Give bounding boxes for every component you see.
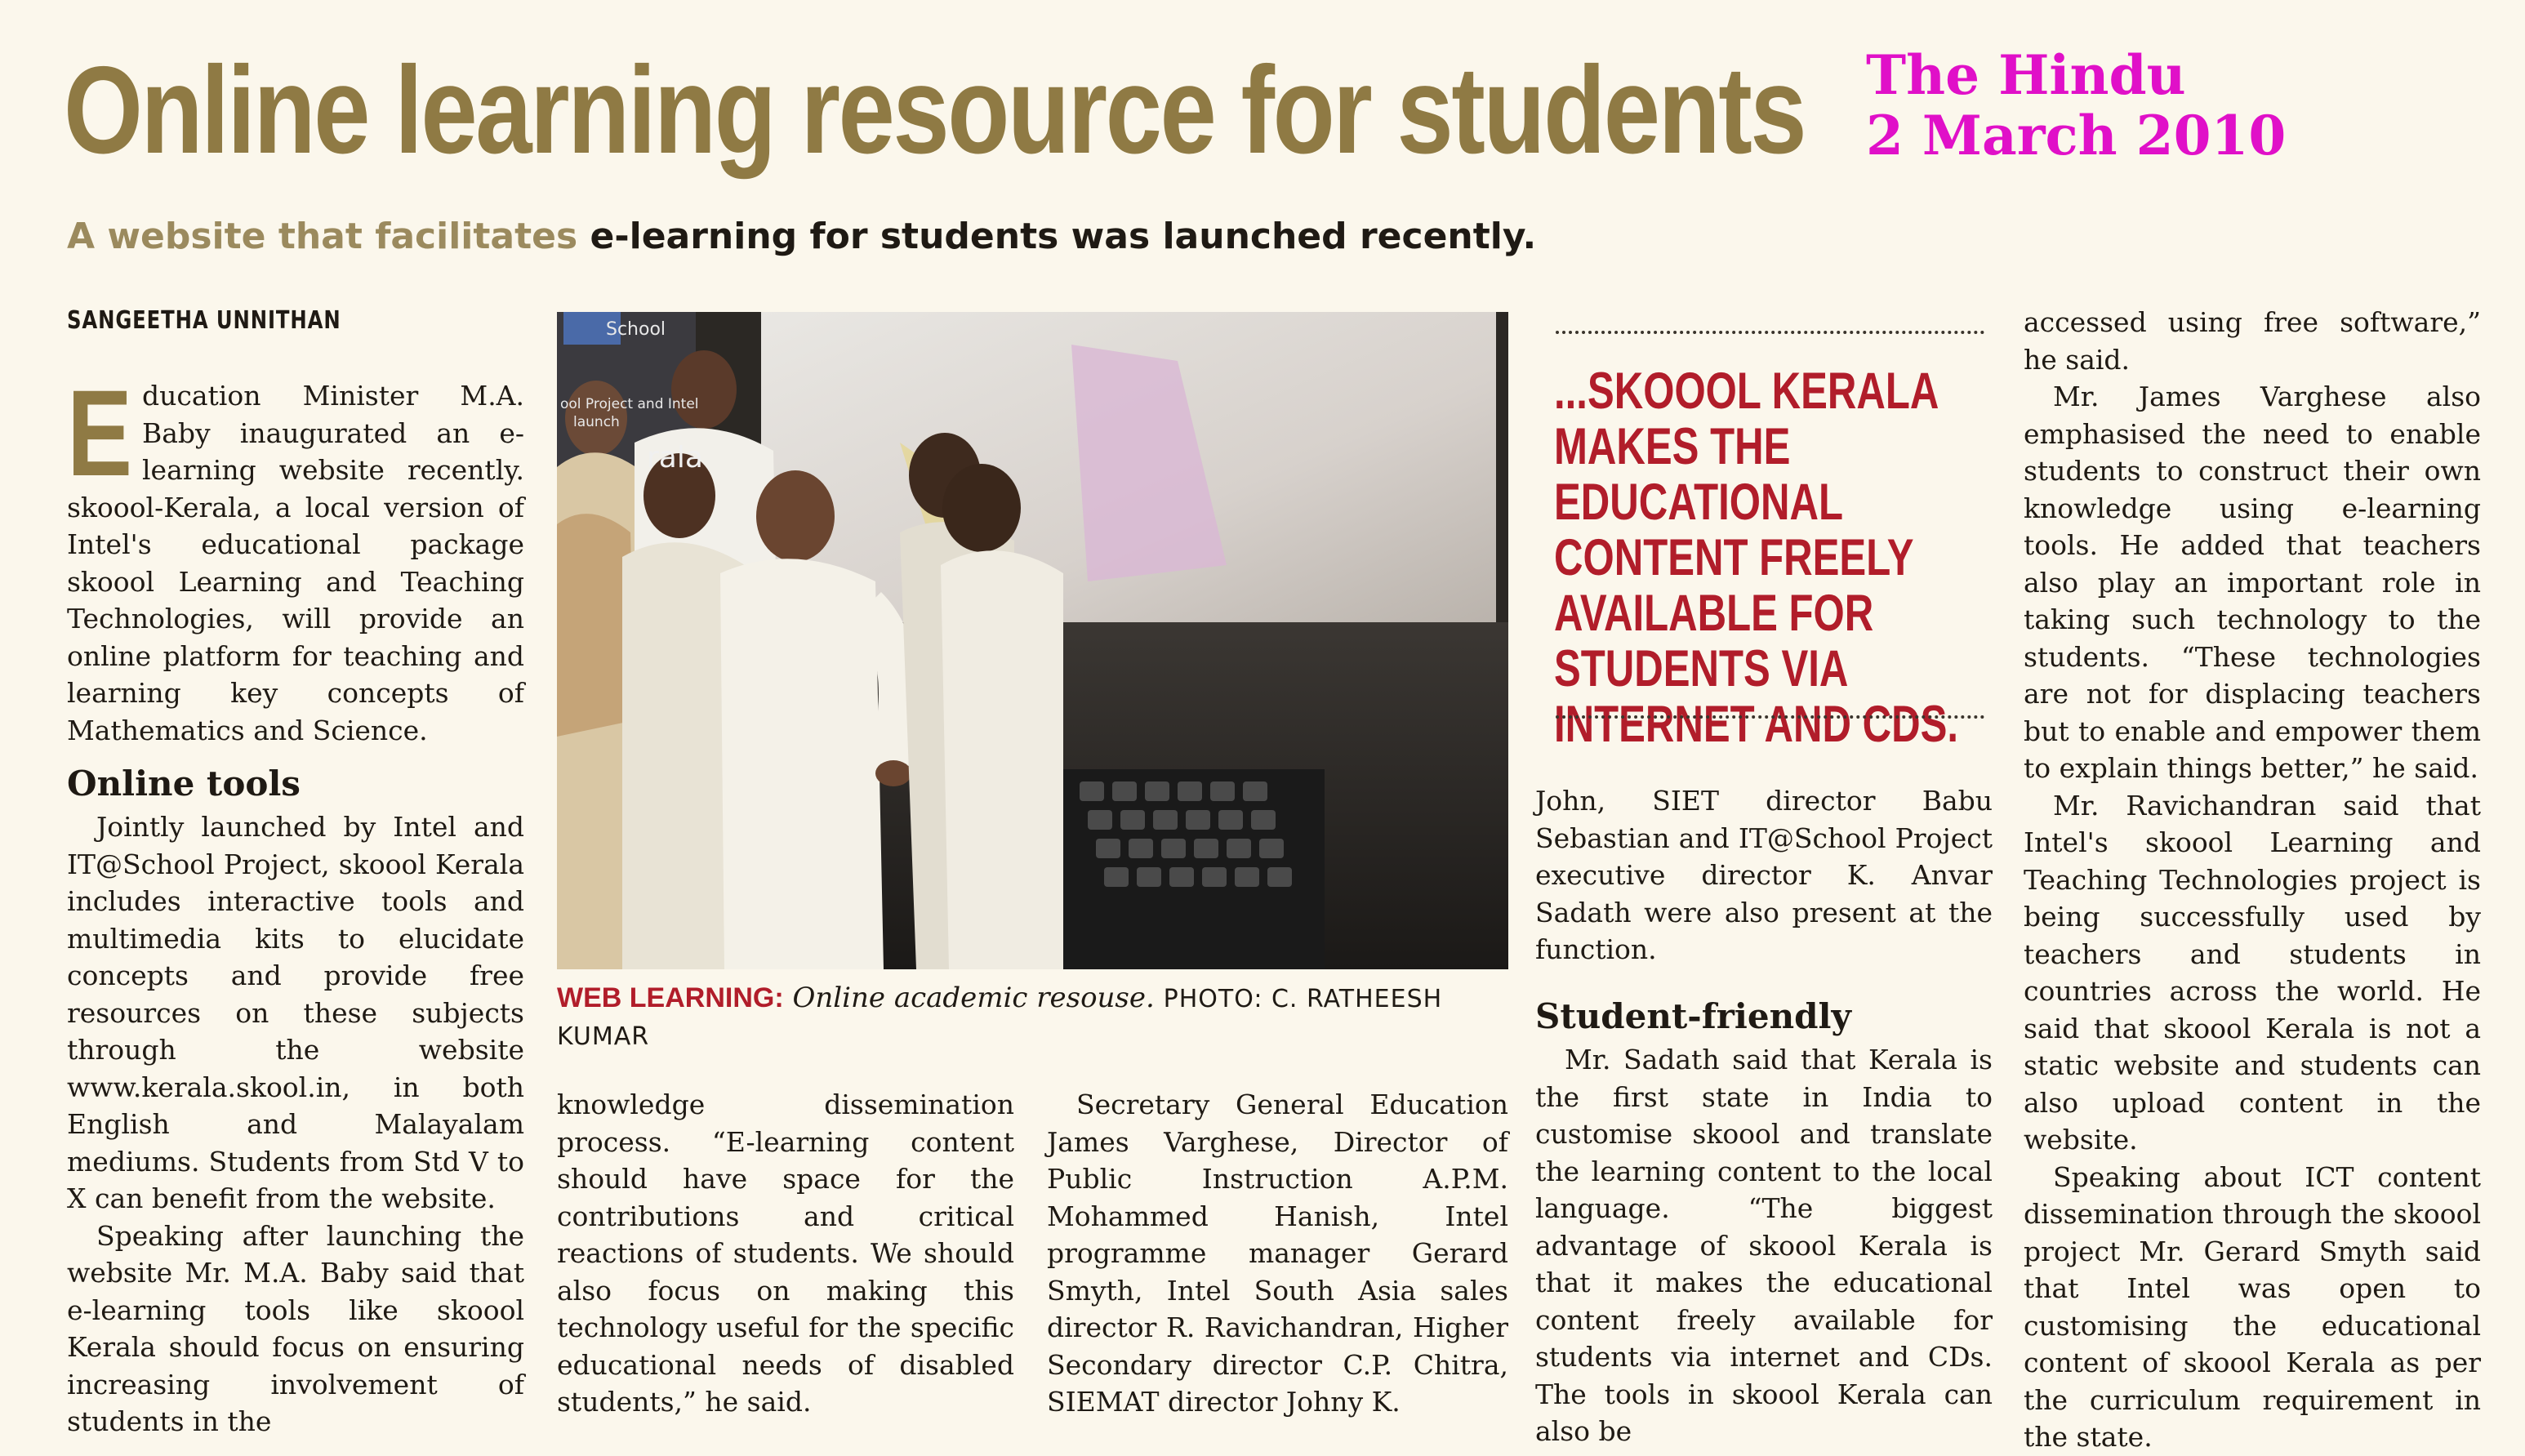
column-3 [1047, 1086, 1508, 1421]
pullquote-rule-bottom [1556, 715, 1984, 719]
column-1-intro [67, 364, 524, 749]
news-photo [557, 312, 1508, 969]
paragraph-present: John, SIET director Babu Sebastian and IT@School Project executive director K. Anvar Sadath were also present at the function. [1535, 785, 1993, 965]
photo-text-launch: launch [573, 414, 620, 430]
subhead-student-friendly: Student-friendly [1535, 996, 1851, 1036]
column-2 [557, 1086, 1014, 1421]
paragraph-speaking: Speaking after launching the website Mr. M.A. Baby said that e-learning tools like skoool Kerala should focus on ensuring increasing involvement of students in the [67, 1219, 524, 1437]
paragraph-dissemination: knowledge dissemination process. “E-learning content should have space for the contributions and critical reactions of students. We should also focus on making this technology useful for the specific educational needs of disabled students,” he said. [557, 1089, 1014, 1418]
column-4-top [1535, 782, 1993, 968]
standfirst-rest: e-learning for students was launched recently. [590, 216, 1537, 257]
paragraph-online-tools: Jointly launched by Intel and IT@School Project, skoool Kerala includes interactive tools and multimedia kits to elucidate concepts and provide free resources on these subjects through the website www.kerala.skool.in, in both English and Malayalam mediums. Students from Std V to X can benefit from the website. [67, 811, 524, 1214]
paragraph-dignitaries: Secretary General Education James Varghese, Director of Public Instruction A.P.M. Mohammed Hanish, Intel programme manager Gerard Smyth, Intel South Asia sales director R. Ravichandran, Higher Secondary director C.P. Chitra, SIEMAT director Johny K. [1047, 1089, 1508, 1418]
paragraph-free-software: accessed using free software,” he said. [2024, 306, 2481, 376]
source-publication: The Hindu [1866, 43, 2186, 107]
paragraph-smyth: Speaking about ICT content dissemination through the skoool project Mr. Gerard Smyth said that Intel was open to customising the educational content of skoool Kerala as per the curriculum requirement in the state. [2024, 1160, 2481, 1453]
drop-cap: E [67, 364, 133, 501]
keyboard-graphic [1063, 769, 1325, 969]
subhead-online-tools: Online tools [67, 764, 301, 804]
paragraph-varghese: Mr. James Varghese also emphasised the need to enable students to construct their own knowledge using e-learning tools. He added that teachers also play an important role in taking such technology to the students. “These technologies are not for displacing teachers but to enable and empower them to explain things better,” he said. [2024, 381, 2481, 784]
headline: Online learning resource for students [64, 41, 1806, 180]
pullquote-rule-top [1556, 331, 1984, 334]
photo-text-project: ool Project and Intel [560, 396, 699, 412]
caption-kicker: WEB LEARNING: [557, 982, 784, 1013]
column-1-body [67, 759, 524, 1440]
caption-text: Online academic resouse. [792, 982, 1155, 1014]
pullquote: ...SKOOOL KERALA MAKES THE EDUCATIONAL CONTENT FREELY AVAILABLE FOR STUDENTS VIA INTERNET AND CDS. [1554, 363, 1959, 753]
standfirst [67, 208, 1700, 265]
column-4-body [1535, 992, 1993, 1450]
intro-paragraph: ducation Minister M.A. Baby inaugurated an e-learning website recently. skoool-Kerala, a local version of Intel's educational package skoool Learning and Teaching Technologies, will provide an online platform for teaching and learning key concepts of Mathematics and Science. [67, 380, 524, 746]
photo-text-school: School [606, 319, 666, 340]
photo-text-kerala: rala [647, 441, 703, 474]
source-label [1866, 45, 2372, 166]
paragraph-sadath: Mr. Sadath said that Kerala is the first state in India to customise skoool and translate the learning content to the local language. “The biggest advantage of skoool Kerala is that it makes the educational content freely available for students via internet and CDs. The tools in skoool Kerala can also be [1535, 1044, 1993, 1447]
photo-caption [557, 980, 1508, 1055]
photo-illustration [557, 312, 1508, 969]
standfirst-lead: A website that facilitates [67, 216, 578, 257]
photo-credit: PHOTO: C. RATHEESH KUMAR [557, 985, 1443, 1051]
column-5 [2024, 304, 2481, 1456]
source-date: 2 March 2010 [1866, 104, 2287, 167]
byline: SANGEETHA UNNITHAN [67, 306, 341, 335]
paragraph-ravichandran: Mr. Ravichandran said that Intel's skoool Learning and Teaching Technologies project is being successfully used by teachers and students in countries across the world. He said that skoool Kerala is not a static website and students can also upload content in the website. [2024, 789, 2481, 1155]
